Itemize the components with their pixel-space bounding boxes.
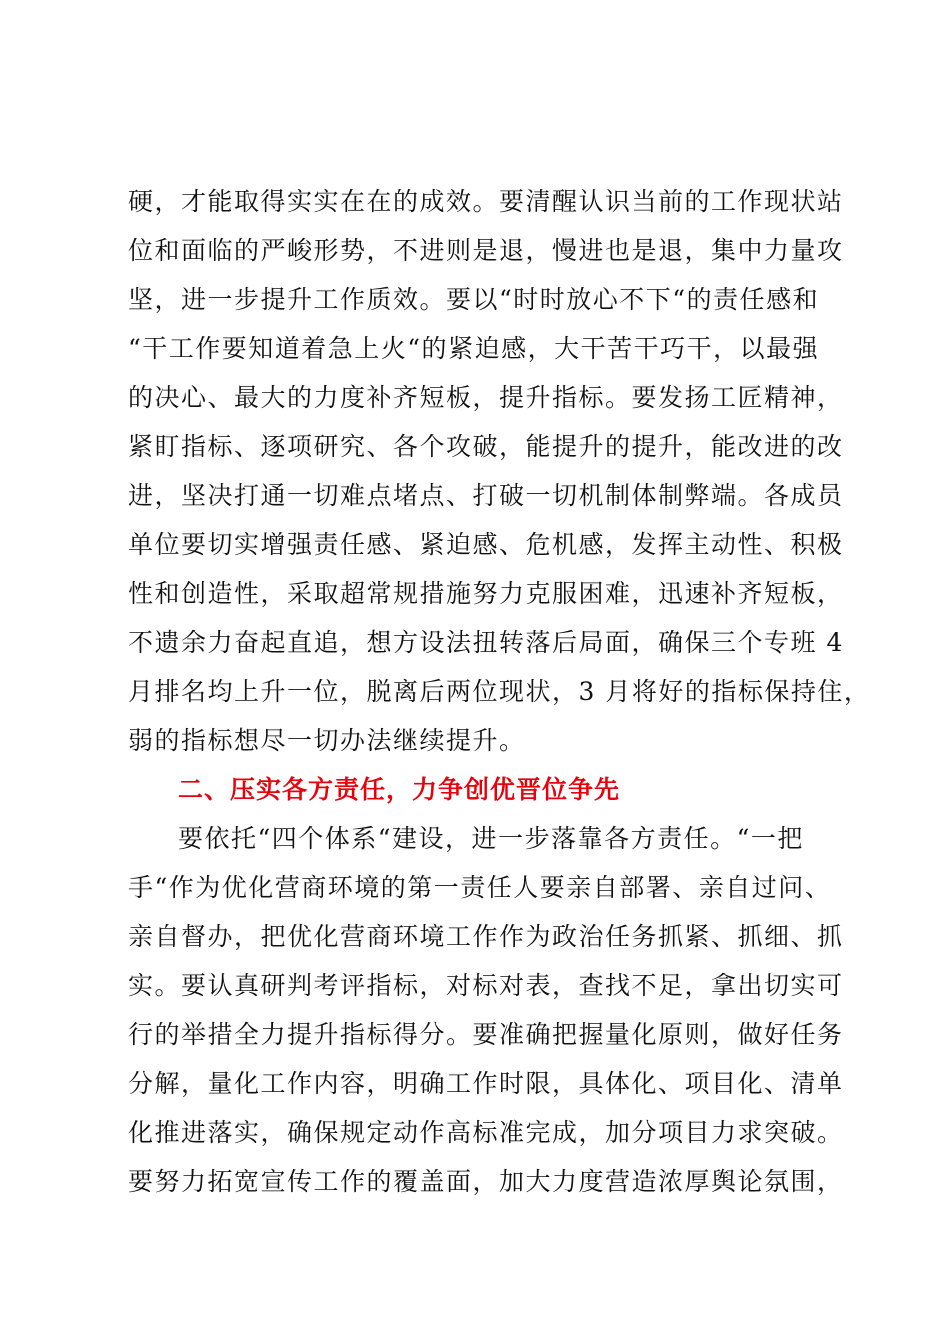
paragraph-line: 紧盯指标、逐项研究、各个攻破，能提升的提升，能改进的改 bbox=[128, 432, 844, 461]
paragraph-line: 亲自督办，把优化营商环境工作作为政治任务抓紧、抓细、抓 bbox=[128, 922, 844, 951]
paragraph-line: 分解，量化工作内容，明确工作时限，具体化、项目化、清单 bbox=[128, 1069, 844, 1098]
paragraph-line: 不遗余力奋起直追，想方设法扭转落后局面，确保三个专班 4 bbox=[128, 628, 844, 657]
paragraph-line: 位和面临的严峻形势，不进则是退，慢进也是退，集中力量攻 bbox=[128, 236, 844, 265]
paragraph-line: 单位要切实增强责任感、紧迫感、危机感，发挥主动性、积极 bbox=[128, 530, 844, 559]
paragraph-line: 行的举措全力提升指标得分。要准确把握量化原则，做好任务 bbox=[128, 1020, 844, 1049]
paragraph-line: 进，坚决打通一切难点堵点、打破一切机制体制弊端。各成员 bbox=[128, 481, 844, 510]
paragraph-line: 弱的指标想尽一切办法继续提升。 bbox=[128, 726, 526, 755]
paragraph-line: 要努力拓宽宣传工作的覆盖面，加大力度营造浓厚舆论氛围， bbox=[128, 1167, 844, 1196]
paragraph-line: 性和创造性，采取超常规措施努力克服困难，迅速补齐短板， bbox=[128, 579, 844, 608]
paragraph-line: 月排名均上升一位，脱离后两位现状，3 月将好的指标保持住， bbox=[128, 677, 871, 706]
section-heading: 二、压实各方责任，力争创优晋位争先 bbox=[178, 775, 621, 804]
paragraph-line: “干工作要知道着急上火“的紧迫感，大干苦干巧干，以最强 bbox=[128, 334, 820, 363]
paragraph-line: 实。要认真研判考评指标，对标对表，查找不足，拿出切实可 bbox=[128, 971, 844, 1000]
paragraph-line: 手“作为优化营商环境的第一责任人要亲自部署、亲自过问、 bbox=[128, 873, 832, 902]
paragraph-line: 硬，才能取得实实在在的成效。要清醒认识当前的工作现状站 bbox=[128, 187, 844, 216]
paragraph-line: 的决心、最大的力度补齐短板，提升指标。要发扬工匠精神， bbox=[128, 383, 844, 412]
paragraph-line: 化推进落实，确保规定动作高标准完成，加分项目力求突破。 bbox=[128, 1118, 844, 1147]
paragraph-line: 坚，进一步提升工作质效。要以“时时放心不下“的责任感和 bbox=[128, 285, 820, 314]
paragraph-line: 要依托“四个体系“建设，进一步落靠各方责任。“一把 bbox=[178, 824, 804, 853]
